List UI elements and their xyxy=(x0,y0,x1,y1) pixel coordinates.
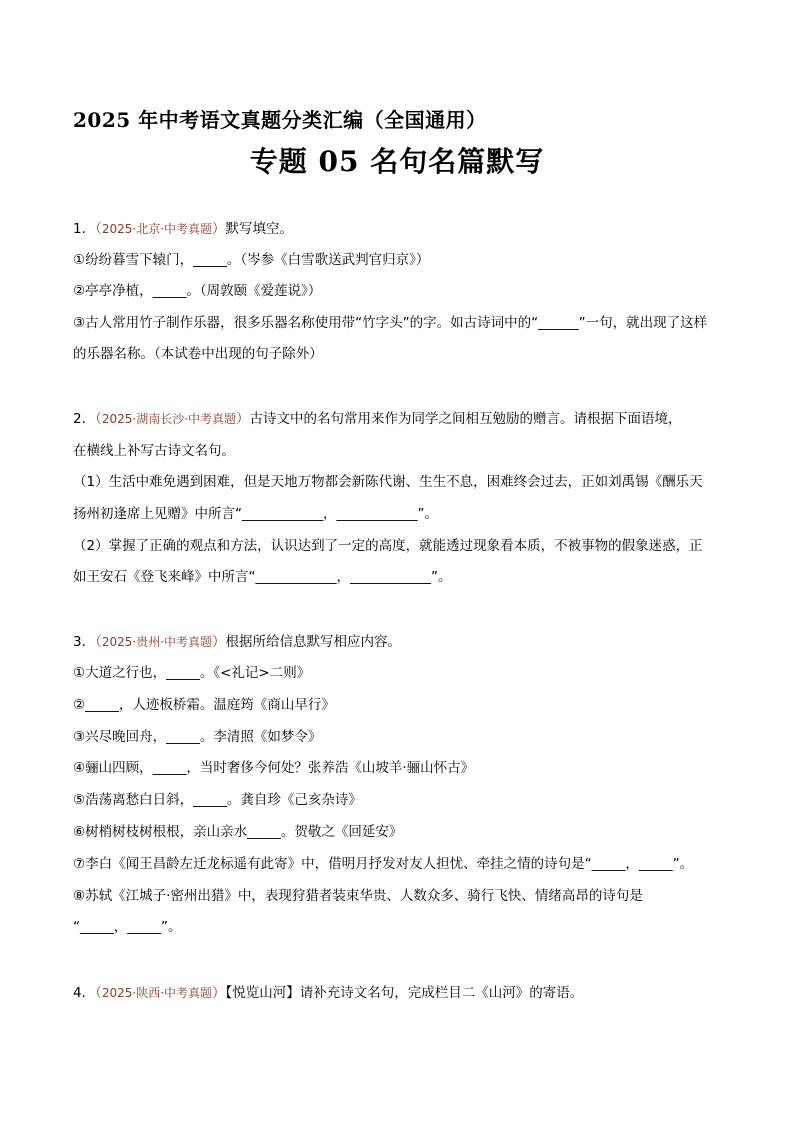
question-prompt: 古诗文中的名句常用来作为同学之间相互勉励的赠言。请根据下面语境， xyxy=(249,411,682,427)
question-source: 2025·贵州·中考真题 xyxy=(101,635,213,649)
question-prompt: 【悦览山河】请补充诗文名句，完成栏目二《山河》的寄语。 xyxy=(225,985,584,1001)
question-line: ①纷纷暮雪下辕门，_____。（岑参《白雪歌送武判官归京》） xyxy=(73,252,430,268)
question-3-header: 3．（2025·贵州·中考真题）根据所给信息默写相应内容。 xyxy=(73,634,402,650)
question-line: （2）掌握了正确的观点和方法，认识达到了一定的高度，就能透过现象看本质，不被事物的假象迷惑，正 xyxy=(73,538,703,554)
question-1-header: 1．（2025·北京·中考真题）默写填空。 xyxy=(73,221,294,237)
question-line: ④骊山四顾，_____，当时奢侈今何处？张养浩《山坡羊·骊山怀古》 xyxy=(73,760,475,776)
topic-title: 专题 05 名句名篇默写 xyxy=(249,145,545,178)
question-line: ⑦李白《闻王昌龄左迁龙标遥有此寄》中，借明月抒发对友人担忧、牵挂之情的诗句是“_____，_____”。 xyxy=(73,856,694,872)
question-line: （1）生活中难免遇到困难，但是天地万物都会新陈代谢、生生不息，困难终会过去，正如刘禹锡《酬乐天 xyxy=(73,474,703,490)
question-line: ②_____，人迹板桥霜。温庭筠《商山早行》 xyxy=(73,697,335,713)
question-line: ⑤浩荡离愁白日斜，_____。龚自珍《己亥杂诗》 xyxy=(73,792,362,808)
question-prompt: 默写填空。 xyxy=(225,221,294,237)
question-line: ①大道之行也，_____。《<礼记>二则》 xyxy=(73,665,311,681)
question-number: 1． xyxy=(73,221,96,237)
question-number: 2． xyxy=(73,411,96,427)
question-line: ⑥树梢树枝树根根，亲山亲水_____。贺敬之《回延安》 xyxy=(73,824,403,840)
question-4-header: 4．（2025·陕西·中考真题）【悦览山河】请补充诗文名句，完成栏目二《山河》的寄语。 xyxy=(73,985,584,1001)
question-line: 如王安石《登飞来峰》中所言“____________，____________”。 xyxy=(73,569,452,585)
question-number: 4． xyxy=(73,985,96,1001)
question-line: 的乐器名称。（本试卷中出现的句子除外） xyxy=(73,346,323,362)
question-2-header: 2．（2025·湖南长沙·中考真题）古诗文中的名句常用来作为同学之间相互勉励的赠言。请根据下面语境， xyxy=(73,411,682,427)
question-line: 在横线上补写古诗文名句。 xyxy=(73,443,235,459)
question-number: 3． xyxy=(73,634,96,650)
question-line: “_____，_____”。 xyxy=(73,919,182,935)
question-source: 2025·北京·中考真题 xyxy=(101,222,213,236)
question-line: ②亭亭净植，_____。（周敦颐《爱莲说》） xyxy=(73,283,322,299)
question-line: ③古人常用竹子制作乐器，很多乐器名称使用带“竹字头”的字。如古诗词中的“______”一句，就出现了这样 xyxy=(73,315,708,331)
question-line: ③兴尽晚回舟，_____。李清照《如梦令》 xyxy=(73,729,322,745)
question-source: 2025·陕西·中考真题 xyxy=(101,986,213,1000)
question-line: ⑧苏轼《江城子·密州出猎》中，表现狩猎者装束华贵、人数众多、骑行飞快、情绪高昂的诗句是 xyxy=(73,888,643,904)
question-source: 2025·湖南长沙·中考真题 xyxy=(101,412,237,426)
question-prompt: 根据所给信息默写相应内容。 xyxy=(225,634,402,650)
document-title: 2025 年中考语文真题分类汇编（全国通用） xyxy=(73,108,487,132)
question-line: 扬州初逢席上见赠》中所言“____________，____________”。 xyxy=(73,506,438,522)
